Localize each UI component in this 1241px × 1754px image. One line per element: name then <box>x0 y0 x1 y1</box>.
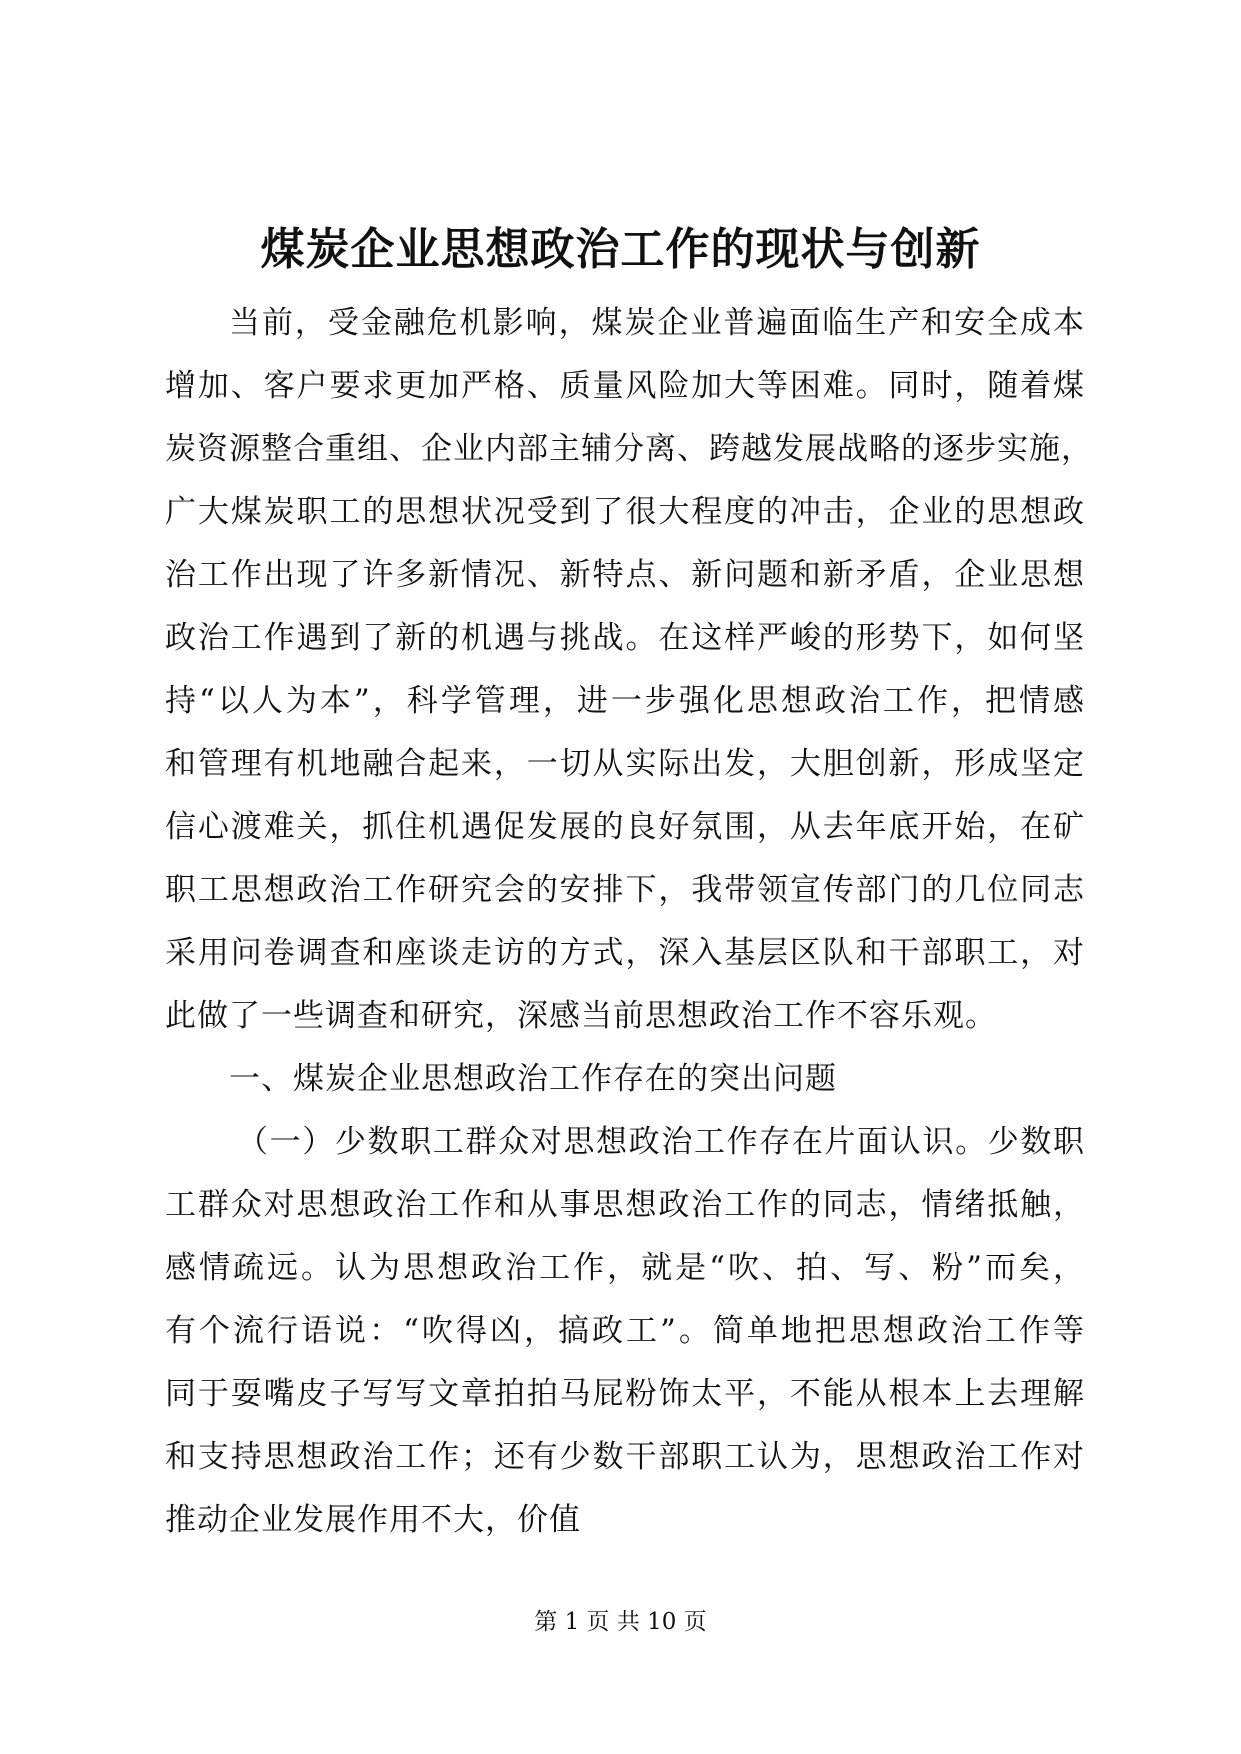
text-line: 和管理有机地融合起来，一切从实际出发，大胆创新，形成坚定 <box>165 746 1085 782</box>
text-line: 增加、客户要求更加严格、质量风险加大等困难。同时，随着煤 <box>165 368 1085 404</box>
text-line: 工群众对思想政治工作和从事思想政治工作的同志，情绪抵触， <box>165 1187 1085 1223</box>
section-heading-text: 一、煤炭企业思想政治工作存在的突出问题 <box>229 1061 837 1097</box>
text-line: 有个流行语说：“吹得凶，搞政工”。简单地把思想政治工作等 <box>165 1313 1085 1349</box>
paragraph-intro <box>165 292 1093 1048</box>
text-line: 感情疏远。认为思想政治工作，就是“吹、拍、写、粉”而矣， <box>165 1250 1085 1286</box>
section-heading <box>165 1048 1085 1111</box>
text-line: 和支持思想政治工作；还有少数干部职工认为，思想政治工作对 <box>165 1439 1085 1475</box>
text-line: 采用问卷调查和座谈走访的方式，深入基层区队和干部职工，对 <box>165 935 1085 971</box>
page-number-footer: 第 1 页 共 10 页 <box>534 1609 707 1635</box>
page-title: 煤炭企业思想政治工作的现状与创新 <box>260 224 981 275</box>
text-line: 炭资源整合重组、企业内部主辅分离、跨越发展战略的逐步实施， <box>165 431 1093 467</box>
text-line: 同于耍嘴皮子写写文章拍拍马屁粉饰太平，不能从根本上去理解 <box>165 1376 1085 1412</box>
text-line: 广大煤炭职工的思想状况受到了很大程度的冲击，企业的思想政 <box>165 494 1085 530</box>
text-line: 信心渡难关，抓住机遇促发展的良好氛围，从去年底开始，在矿 <box>165 809 1085 845</box>
text-line: （一）少数职工群众对思想政治工作存在片面认识。少数职 <box>237 1124 1085 1160</box>
text-line: 政治工作遇到了新的机遇与挑战。在这样严峻的形势下，如何坚 <box>165 620 1085 656</box>
text-line: 推动企业发展作用不大，价值 <box>165 1502 581 1538</box>
text-line: 持“以人为本”，科学管理，进一步强化思想政治工作，把情感 <box>165 683 1085 719</box>
text-line: 职工思想政治工作研究会的安排下，我带领宣传部门的几位同志 <box>165 872 1085 908</box>
text-line: 治工作出现了许多新情况、新特点、新问题和新矛盾，企业思想 <box>165 557 1085 593</box>
text-line: 当前，受金融危机影响，煤炭企业普遍面临生产和安全成本 <box>229 305 1085 341</box>
document-body <box>165 292 1093 1552</box>
paragraph-problem-1 <box>165 1111 1085 1552</box>
text-line: 此做了一些调查和研究，深感当前思想政治工作不容乐观。 <box>165 998 997 1034</box>
